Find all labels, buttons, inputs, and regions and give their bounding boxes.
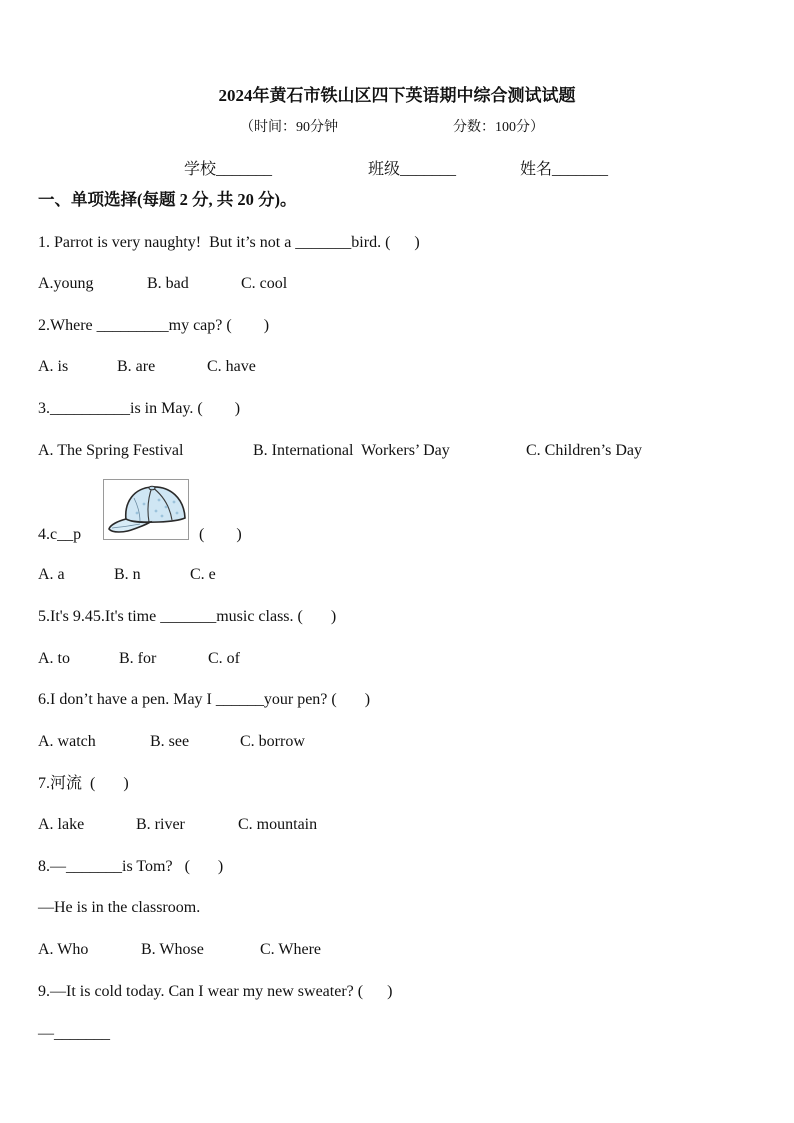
question-stem: 9.—It is cold today. Can I wear my new sweater? ( ) bbox=[38, 983, 393, 1000]
exam-time: （时间：90分钟 bbox=[240, 120, 338, 135]
class-field[interactable]: 班级_______ bbox=[368, 161, 457, 178]
option-b[interactable]: B. International Workers’ Day bbox=[253, 442, 450, 459]
option-a[interactable]: A. The Spring Festival bbox=[38, 442, 184, 459]
option-c[interactable]: C. Where bbox=[260, 941, 322, 958]
option-b[interactable]: B. see bbox=[150, 733, 190, 750]
option-c[interactable]: C. cool bbox=[241, 275, 288, 292]
option-c[interactable]: C. Children’s Day bbox=[526, 442, 642, 459]
question-stem: 5.It's 9.45.It's time _______music class. ( ) bbox=[38, 608, 337, 625]
option-b[interactable]: B. Whose bbox=[141, 941, 204, 958]
option-a[interactable]: A. watch bbox=[38, 733, 96, 750]
option-c[interactable]: C. e bbox=[190, 566, 216, 583]
question-stem: 1. Parrot is very naughty! But it’s not a _______bird. ( ) bbox=[38, 234, 420, 251]
dialogue-line: —He is in the classroom. bbox=[38, 899, 201, 916]
option-c[interactable]: C. of bbox=[208, 650, 240, 667]
question-stem: 8.—_______is Tom? ( ) bbox=[38, 858, 224, 875]
option-b[interactable]: B. bad bbox=[147, 275, 189, 292]
option-a[interactable]: A. lake bbox=[38, 816, 85, 833]
question-stem: 3.__________is in May. ( ) bbox=[38, 400, 241, 417]
question-stem: 7.河流 ( ) bbox=[38, 775, 129, 792]
cap-image bbox=[103, 479, 189, 540]
section-heading: 一、单项选择(每题 2 分, 共 20 分)。 bbox=[38, 190, 297, 209]
exam-score: 分数：100分） bbox=[453, 120, 544, 135]
question-stem: 6.I don’t have a pen. May I ______your pen? ( ) bbox=[38, 691, 371, 708]
option-c[interactable]: C. borrow bbox=[240, 733, 305, 750]
page-title: 2024年黄石市铁山区四下英语期中综合测试试题 bbox=[218, 86, 576, 105]
school-field[interactable]: 学校_______ bbox=[184, 161, 273, 178]
option-a[interactable]: A.young bbox=[38, 275, 94, 292]
option-b[interactable]: B. n bbox=[114, 566, 141, 583]
option-b[interactable]: B. river bbox=[136, 816, 185, 833]
cap-icon bbox=[104, 480, 188, 539]
answer-bracket[interactable]: ( ) bbox=[199, 526, 242, 543]
option-c[interactable]: C. have bbox=[207, 358, 256, 375]
option-a[interactable]: A. a bbox=[38, 566, 65, 583]
question-stem: 4.c__p bbox=[38, 526, 82, 543]
name-field[interactable]: 姓名_______ bbox=[520, 161, 609, 178]
option-b[interactable]: B. are bbox=[117, 358, 156, 375]
option-c[interactable]: C. mountain bbox=[238, 816, 318, 833]
option-a[interactable]: A. Who bbox=[38, 941, 89, 958]
option-a[interactable]: A. to bbox=[38, 650, 70, 667]
question-stem: 2.Where _________my cap? ( ) bbox=[38, 317, 270, 334]
option-b[interactable]: B. for bbox=[119, 650, 157, 667]
dialogue-line[interactable]: —_______ bbox=[38, 1025, 110, 1042]
option-a[interactable]: A. is bbox=[38, 358, 69, 375]
